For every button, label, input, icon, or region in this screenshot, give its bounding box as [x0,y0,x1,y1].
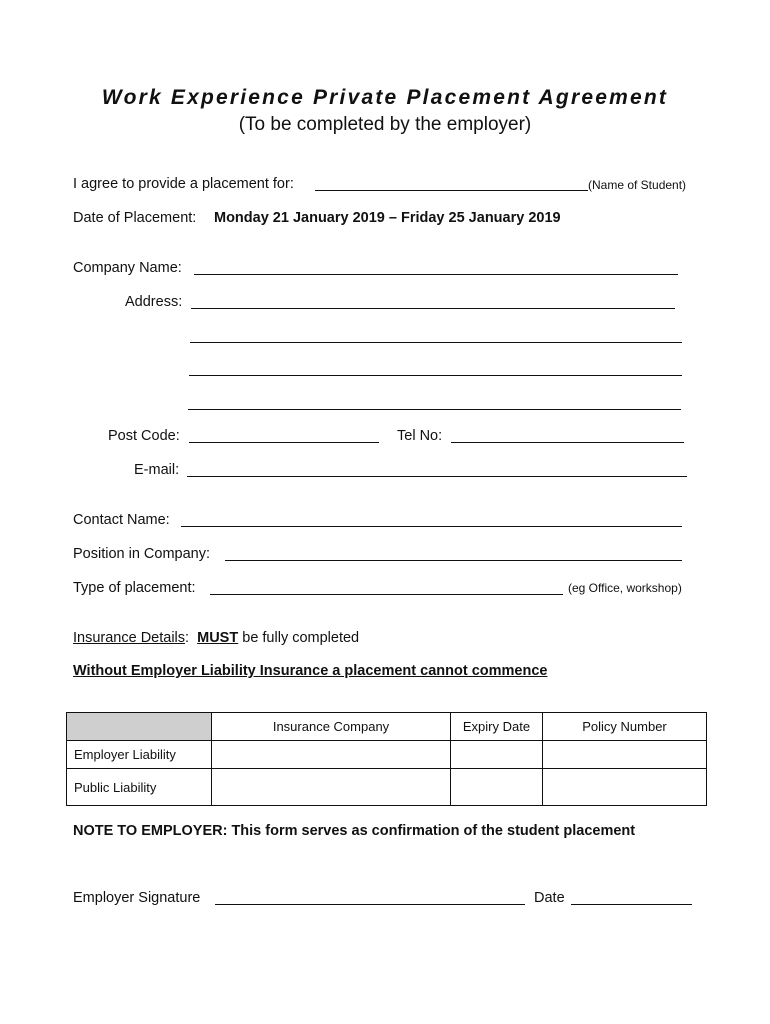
position-label: Position in Company: [73,546,211,562]
company-name-field[interactable] [194,274,678,275]
placement-type-hint: (eg Office, workshop) [568,581,682,595]
employer-liability-expiry-cell[interactable] [451,741,543,769]
insurance-table [66,712,707,806]
position-field[interactable] [225,560,682,561]
email-field[interactable] [187,476,687,477]
signature-date-field[interactable] [571,904,692,905]
address-line-3[interactable] [189,375,682,376]
address-line-4[interactable] [188,409,681,410]
insurance-warning: Without Employer Liability Insurance a placement cannot commence [73,663,548,679]
postcode-label: Post Code: [108,428,180,444]
placement-date-value: Monday 21 January 2019 – Friday 25 January 2019 [214,210,561,226]
must-text: MUST [197,630,239,646]
company-name-label: Company Name: [73,260,182,276]
public-liability-policy-cell[interactable] [543,769,707,806]
row-label-employer-liability: Employer Liability [67,741,212,769]
table-header-corner [67,713,212,741]
placement-date-label: Date of Placement: [73,210,197,226]
column-header-insurance-company: Insurance Company [212,713,451,741]
column-header-expiry-date: Expiry Date [451,713,543,741]
column-header-policy-number: Policy Number [543,713,707,741]
contact-name-field[interactable] [181,526,682,527]
public-liability-expiry-cell[interactable] [451,769,543,806]
tel-label: Tel No: [397,428,443,444]
employer-note: NOTE TO EMPLOYER: This form serves as confirmation of the student placement [73,823,636,839]
student-name-field[interactable] [315,190,588,191]
insurance-details-label: Insurance Details [73,630,186,646]
tel-field[interactable] [451,442,684,443]
insurance-details-line [73,630,359,646]
table-row [67,769,707,806]
table-row [67,741,707,769]
address-line-1[interactable] [191,308,675,309]
student-name-hint: (Name of Student) [588,178,687,192]
postcode-field[interactable] [189,442,379,443]
signature-label: Employer Signature [73,890,201,906]
contact-name-label: Contact Name: [73,512,170,528]
address-label: Address: [125,294,183,310]
placement-type-label: Type of placement: [73,580,196,596]
email-label: E-mail: [134,462,180,478]
table-header-row [67,713,707,741]
signature-date-label: Date [534,890,565,906]
placement-type-field[interactable] [210,594,563,595]
page-subtitle: (To be completed by the employer) [238,114,532,135]
row-label-public-liability: Public Liability [67,769,212,806]
employer-liability-policy-cell[interactable] [543,741,707,769]
public-liability-company-cell[interactable] [212,769,451,806]
address-line-2[interactable] [190,342,682,343]
signature-field[interactable] [215,904,525,905]
must-rest-text: be fully completed [242,630,360,646]
student-name-label: I agree to provide a placement for: [73,176,294,192]
insurance-details-colon: : [185,630,190,646]
page-title: Work Experience Private Placement Agreement [101,86,669,109]
employer-liability-company-cell[interactable] [212,741,451,769]
